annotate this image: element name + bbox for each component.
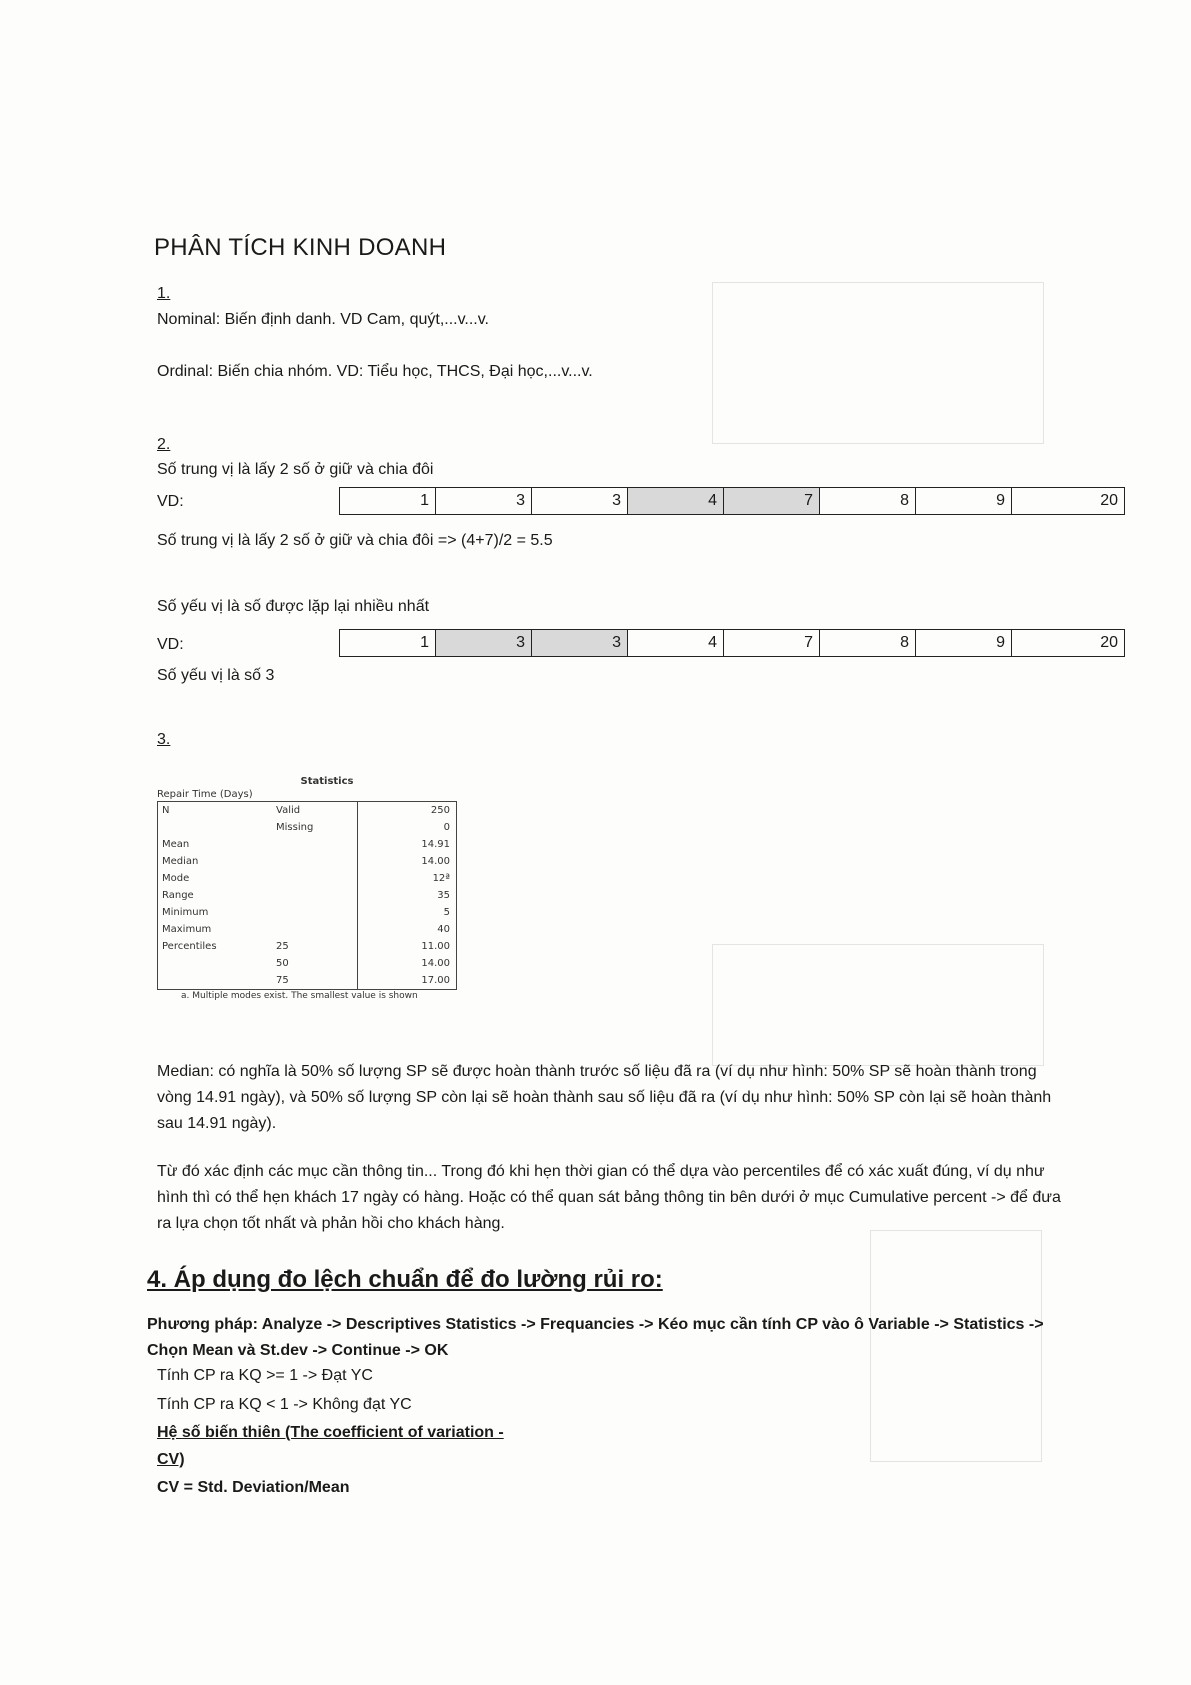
section-4-heading: 4. Áp dụng đo lệch chuẩn để đo lường rủi ro: [147,1266,663,1293]
sequence-table-median [339,487,1125,515]
seq-cell: 9 [916,488,1012,515]
seq-cell: 3 [532,488,628,515]
cp-pass-rule: Tính CP ra KQ >= 1 -> Đạt YC [157,1367,373,1384]
stats-subtitle: Repair Time (Days) [157,789,253,800]
stats-sublabel: 25 [276,941,289,952]
stats-footnote: a. Multiple modes exist. The smallest value is shown [181,991,418,1001]
cv-heading: Hệ số biến thiên (The coefficient of variation - [157,1424,504,1441]
cp-fail-rule: Tính CP ra KQ < 1 -> Không đạt YC [157,1396,412,1413]
section-2-heading: 2. [157,436,171,453]
stats-sublabel: 75 [274,972,358,990]
bleed-through-table [712,282,1044,444]
median-definition: Số trung vị là lấy 2 số ở giữ và chia đôi [157,461,434,478]
stats-value: 11.00 [358,938,457,955]
seq-cell-highlight: 3 [532,630,628,657]
cv-heading-cont: CV) [157,1451,185,1468]
seq-cell-highlight: 7 [724,488,820,515]
seq-cell: 20 [1012,488,1125,515]
mode-result: Số yếu vị là số 3 [157,667,275,684]
stats-sublabel: Missing [276,822,314,833]
stats-value: 250 [358,802,457,820]
seq-cell: 20 [1012,630,1125,657]
seq-cell: 3 [436,488,532,515]
nominal-definition: Nominal: Biến định danh. VD Cam, quýt,...v...v. [157,311,489,328]
stats-value: 12ª [358,870,457,887]
stats-sublabel: 50 [276,958,289,969]
stats-label: Percentiles [158,938,275,955]
stats-label: Mean [158,836,275,853]
seq-cell-highlight: 4 [628,488,724,515]
stats-label: Maximum [158,921,275,938]
stats-label: N [158,802,275,820]
seq-cell: 9 [916,630,1012,657]
method-steps: Phương pháp: Analyze -> Descriptives Statistics -> Frequancies -> Kéo mục cần tính CP vào ô Variable -> Statistics -> Chọn Mean và St.dev -> Continue -> OK [147,1316,1044,1359]
example-label-1: VD: [157,493,184,510]
seq-cell: 8 [820,630,916,657]
section-3-heading: 3. [157,731,171,748]
stats-value: 14.00 [358,853,457,870]
ordinal-definition: Ordinal: Biến chia nhóm. VD: Tiểu học, THCS, Đại học,...v...v. [157,363,593,380]
cv-formula: CV = Std. Deviation/Mean [157,1479,350,1496]
stats-value: 14.00 [358,955,457,972]
stats-caption: Statistics [300,776,354,787]
median-result: Số trung vị là lấy 2 số ở giữ và chia đôi => (4+7)/2 = 5.5 [157,532,553,549]
stats-value: 14.91 [358,836,457,853]
median-explanation: Median: có nghĩa là 50% số lượng SP sẽ được hoàn thành trước số liệu đã ra (ví dụ như hình: 50% SP sẽ hoàn thành trong vòng 14.91 ngày), và 50% số lượng SP còn lại sẽ hoàn thành sau số liệu đã ra (ví dụ như hình: 50% SP còn lại sẽ hoàn thành sau 14.91 ngày). [157,1063,1052,1132]
section-1-heading: 1. [157,285,171,302]
stats-value: 5 [358,904,457,921]
seq-cell: 7 [724,630,820,657]
spss-statistics-table [157,776,457,1001]
stats-value: 40 [358,921,457,938]
seq-cell: 1 [340,488,436,515]
seq-cell-highlight: 3 [436,630,532,657]
seq-cell: 4 [628,630,724,657]
stats-value: 0 [358,819,457,836]
stats-label: Mode [158,870,275,887]
seq-cell: 1 [340,630,436,657]
bleed-through-table-2 [712,944,1044,1066]
stats-value: 35 [358,887,457,904]
stats-label: Minimum [158,904,275,921]
sequence-table-mode [339,629,1125,657]
mode-definition: Số yếu vị là số được lặp lại nhiều nhất [157,598,430,615]
stats-sublabel: Valid [274,802,358,820]
stats-label: Range [158,887,275,904]
seq-cell: 8 [820,488,916,515]
page-title: PHÂN TÍCH KINH DOANH [154,234,447,261]
percentile-explanation: Từ đó xác định các mục cần thông tin... Trong đó khi hẹn thời gian có thể dựa vào percentiles để có xác xuất đúng, ví dụ như hình thì có thể hẹn khách 17 ngày có hàng. Hoặc có thể quan sát bảng thông tin bên dưới ở mục Cumulative percent -> để đưa ra lựa chọn tốt nhất và phản hồi cho khách hàng. [157,1163,1061,1232]
stats-value: 17.00 [358,972,457,990]
stats-label: Median [158,853,275,870]
example-label-2: VD: [157,636,184,653]
